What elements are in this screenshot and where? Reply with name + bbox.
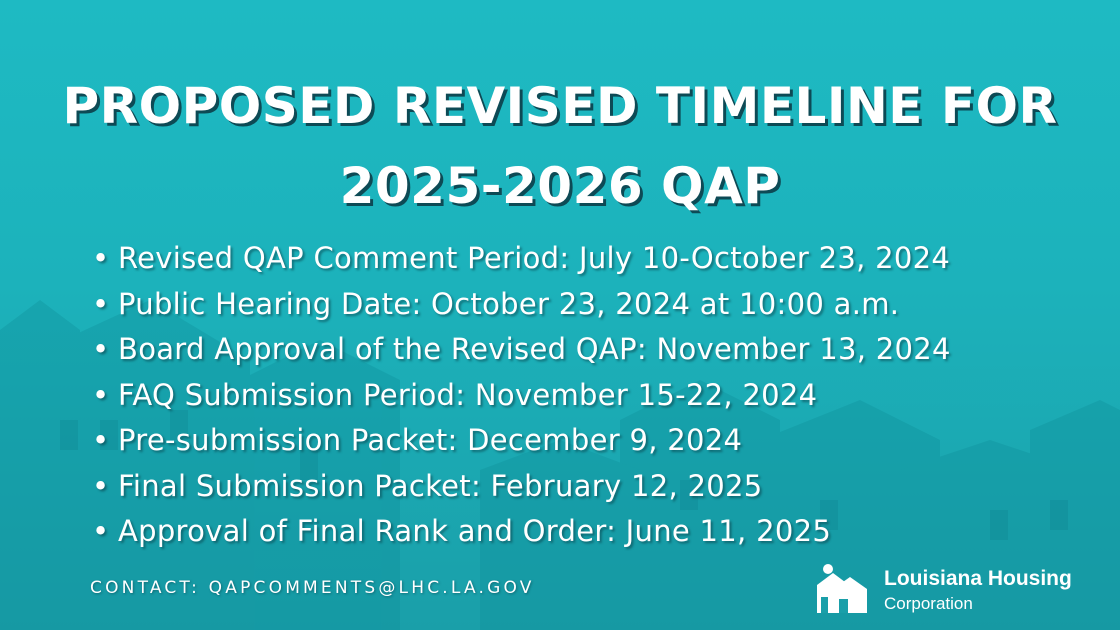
bullet-icon: • (92, 377, 110, 412)
bullet-icon: • (92, 514, 110, 548)
contact-email: CONTACT: QAPCOMMENTS@LHC.LA.GOV (90, 578, 535, 598)
bullet-icon: • (92, 423, 110, 457)
timeline-item-text: Approval of Final Rank and Order: June 11, 2025 (118, 514, 832, 548)
timeline-item-text: Revised QAP Comment Period: July 10-October 23, 2024 (118, 241, 951, 275)
bullet-icon: • (92, 286, 110, 321)
timeline-item-text: Public Hearing Date: October 23, 2024 at 10:00 a.m. (118, 286, 900, 321)
timeline-item (92, 464, 951, 510)
timeline-item (92, 282, 951, 328)
bullet-icon: • (92, 332, 110, 366)
page-title (0, 66, 1120, 226)
timeline-item (92, 373, 951, 419)
bullet-icon: • (92, 468, 110, 503)
lhc-logo (815, 563, 1105, 615)
house-people-icon (815, 563, 867, 613)
title-line-2: 2025-2026 QAP (339, 157, 781, 215)
timeline-item (92, 236, 951, 282)
title-line-1: PROPOSED REVISED TIMELINE FOR (62, 77, 1058, 135)
timeline-item-text: FAQ Submission Period: November 15-22, 2024 (118, 377, 818, 412)
logo-subtitle: Corporation (884, 594, 973, 613)
logo-name: Louisiana Housing (884, 567, 1072, 590)
timeline-item-text: Final Submission Packet: February 12, 2025 (118, 468, 763, 503)
timeline-item-text: Board Approval of the Revised QAP: November 13, 2024 (118, 332, 951, 366)
timeline-item (92, 418, 951, 464)
timeline-item-text: Pre-submission Packet: December 9, 2024 (118, 423, 743, 457)
timeline-item (92, 327, 951, 373)
bullet-icon: • (92, 241, 110, 275)
timeline-list (92, 236, 951, 555)
timeline-item (92, 509, 951, 555)
